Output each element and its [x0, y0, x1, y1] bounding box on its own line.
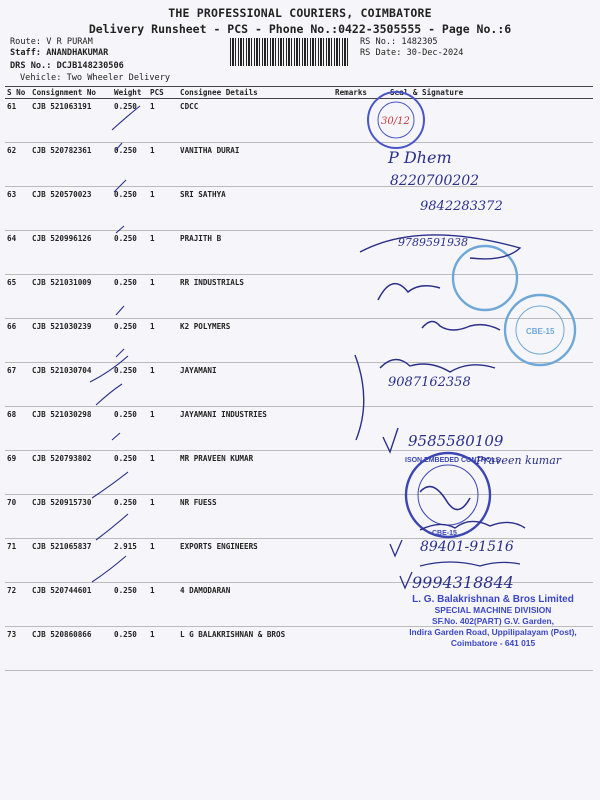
pcs-cell: 1: [148, 187, 178, 231]
pcs-cell: 1: [148, 407, 178, 451]
consignee-cell: JAYAMANI INDUSTRIES: [178, 407, 333, 451]
consignee-cell: MR PRAVEEN KUMAR: [178, 451, 333, 495]
weight-cell: 0.250: [112, 495, 148, 539]
runsheet-table: [5, 86, 593, 671]
consignment-cell: CJB 521030704: [30, 363, 112, 407]
company-stamp-address-2: Indira Garden Road, Uppilipalayam (Post),: [409, 627, 577, 637]
weight-cell: 0.250: [112, 363, 148, 407]
company-stamp-division: SPECIAL MACHINE DIVISION: [434, 605, 552, 615]
weight-cell: 0.250: [112, 583, 148, 627]
consignment-cell: CJB 521065837: [30, 539, 112, 583]
weight-cell: 2.915: [112, 539, 148, 583]
document-subtitle: Delivery Runsheet - PCS - Phone No.:0422-3505555 - Page No.:6: [88, 22, 512, 36]
consignee-cell: NR FUESS: [178, 495, 333, 539]
handwritten-name-62: P Dhem: [388, 148, 452, 167]
consignment-cell: CJB 520570023: [30, 187, 112, 231]
pcs-cell: 1: [148, 495, 178, 539]
pcs-cell: 1: [148, 363, 178, 407]
col-weight: Weight: [112, 87, 148, 99]
table-row: [5, 495, 593, 539]
drs-number: DRS No.: DCJB148230506: [10, 61, 124, 71]
sno-cell: 69: [5, 451, 30, 495]
pcs-cell: 1: [148, 143, 178, 187]
table-row: [5, 275, 593, 319]
document-title: THE PROFESSIONAL COURIERS, COIMBATORE: [168, 6, 432, 20]
remarks-cell: [333, 231, 388, 275]
sno-cell: 73: [5, 627, 30, 671]
handwritten-phone-64: 9789591938: [398, 236, 468, 249]
handwritten-phone-67: 9087162358: [388, 375, 471, 390]
company-stamp: [378, 594, 600, 649]
weight-cell: 0.250: [112, 627, 148, 671]
pcs-cell: 1: [148, 451, 178, 495]
signature-cell: [388, 187, 593, 231]
consignment-cell: CJB 520996126: [30, 231, 112, 275]
pcs-cell: 1: [148, 627, 178, 671]
table-row: [5, 231, 593, 275]
sno-cell: 64: [5, 231, 30, 275]
col-seal-signature: Seal & Signature: [388, 87, 593, 99]
remarks-cell: [333, 99, 388, 143]
sno-cell: 70: [5, 495, 30, 539]
rs-date: RS Date: 30-Dec-2024: [360, 48, 464, 58]
weight-cell: 0.250: [112, 451, 148, 495]
route-label: Route: V R PURAM: [10, 37, 93, 47]
remarks-cell: [333, 319, 388, 363]
remarks-cell: [333, 539, 388, 583]
consignee-cell: PRAJITH B: [178, 231, 333, 275]
sno-cell: 66: [5, 319, 30, 363]
table-row: [5, 187, 593, 231]
remarks-cell: [333, 363, 388, 407]
sno-cell: 71: [5, 539, 30, 583]
ison-stamp-cbe: CBE-15: [432, 530, 457, 537]
weight-cell: 0.250: [112, 187, 148, 231]
consignee-cell: SRI SATHYA: [178, 187, 333, 231]
remarks-cell: [333, 143, 388, 187]
signature-cell: [388, 143, 593, 187]
consignment-cell: CJB 521030298: [30, 407, 112, 451]
weight-cell: 0.250: [112, 407, 148, 451]
table-row: [5, 539, 593, 583]
consignee-cell: RR INDUSTRIALS: [178, 275, 333, 319]
sno-cell: 65: [5, 275, 30, 319]
signature-cell: [388, 407, 593, 451]
signature-cell: [388, 319, 593, 363]
consignment-cell: CJB 520860866: [30, 627, 112, 671]
consignee-cell: CDCC: [178, 99, 333, 143]
signature-cell: [388, 275, 593, 319]
handwritten-phone-63: 9842283372: [420, 199, 503, 214]
col-consignee: Consignee Details: [178, 87, 333, 99]
table-row: [5, 363, 593, 407]
consignee-cell: 4 DAMODARAN: [178, 583, 333, 627]
pcs-cell: 1: [148, 319, 178, 363]
company-stamp-address-3: Coimbatore - 641 015: [450, 638, 536, 648]
table-row: [5, 143, 593, 187]
sno-cell: 62: [5, 143, 30, 187]
remarks-cell: [333, 275, 388, 319]
company-stamp-name: L. G. Balakrishnan & Bros Limited: [412, 594, 574, 605]
sno-cell: 61: [5, 99, 30, 143]
handwritten-phone-69: 9585580109: [408, 432, 504, 450]
rs-number: RS No.: 1482305: [360, 37, 438, 47]
consignment-cell: CJB 521031009: [30, 275, 112, 319]
signature-cell: [388, 451, 593, 495]
table-header-row: [5, 87, 593, 99]
ison-stamp-label: ISON EMBEDED CONTROLS: [405, 457, 501, 464]
handwritten-phone-62: 8220700202: [390, 173, 480, 189]
table-row: [5, 319, 593, 363]
consignment-cell: CJB 520915730: [30, 495, 112, 539]
handwritten-name-69: Praveen kumar: [476, 454, 562, 467]
remarks-cell: [333, 495, 388, 539]
consignment-cell: CJB 521030239: [30, 319, 112, 363]
consignment-cell: CJB 521063191: [30, 99, 112, 143]
barcode: [230, 38, 350, 66]
sno-cell: 67: [5, 363, 30, 407]
remarks-cell: [333, 451, 388, 495]
sno-cell: 72: [5, 583, 30, 627]
handwritten-phone-72: 9994318844: [412, 573, 514, 592]
signature-cell: [388, 363, 593, 407]
signature-cell: [388, 99, 593, 143]
remarks-cell: [333, 407, 388, 451]
consignment-cell: CJB 520793802: [30, 451, 112, 495]
weight-cell: 0.250: [112, 99, 148, 143]
remarks-cell: [333, 187, 388, 231]
weight-cell: 0.250: [112, 143, 148, 187]
vehicle-label: Vehicle: Two Wheeler Delivery: [20, 73, 171, 83]
table-row: [5, 451, 593, 495]
col-pcs: PCS: [148, 87, 178, 99]
sno-cell: 63: [5, 187, 30, 231]
consignee-cell: L G BALAKRISHNAN & BROS: [178, 627, 333, 671]
handwritten-phone-71: 89401-91516: [420, 539, 514, 555]
pcs-cell: 1: [148, 231, 178, 275]
col-remarks: Remarks: [333, 87, 388, 99]
staff-label: Staff: ANANDHAKUMAR: [10, 48, 109, 58]
signature-cell: [388, 539, 593, 583]
consignee-cell: JAYAMANI: [178, 363, 333, 407]
cbe-stamp-label: CBE-15: [526, 327, 555, 336]
pcs-cell: 1: [148, 275, 178, 319]
signature-cell: [388, 231, 593, 275]
pcs-cell: 1: [148, 583, 178, 627]
consignee-cell: EXPORTS ENGINEERS: [178, 539, 333, 583]
table-row: [5, 99, 593, 143]
consignment-cell: CJB 520782361: [30, 143, 112, 187]
consignment-cell: CJB 520744601: [30, 583, 112, 627]
pcs-cell: 1: [148, 99, 178, 143]
company-stamp-address-1: SF.No. 402(PART) G.V. Garden,: [432, 616, 554, 626]
consignee-cell: K2 POLYMERS: [178, 319, 333, 363]
weight-cell: 0.250: [112, 275, 148, 319]
consignee-cell: VANITHA DURAI: [178, 143, 333, 187]
table-row: [5, 407, 593, 451]
weight-cell: 0.250: [112, 231, 148, 275]
col-sno: S No: [5, 87, 30, 99]
col-consignment: Consignment No: [30, 87, 112, 99]
stamp-date: 30/12: [381, 116, 410, 127]
sno-cell: 68: [5, 407, 30, 451]
signature-cell: [388, 495, 593, 539]
pcs-cell: 1: [148, 539, 178, 583]
weight-cell: 0.250: [112, 319, 148, 363]
